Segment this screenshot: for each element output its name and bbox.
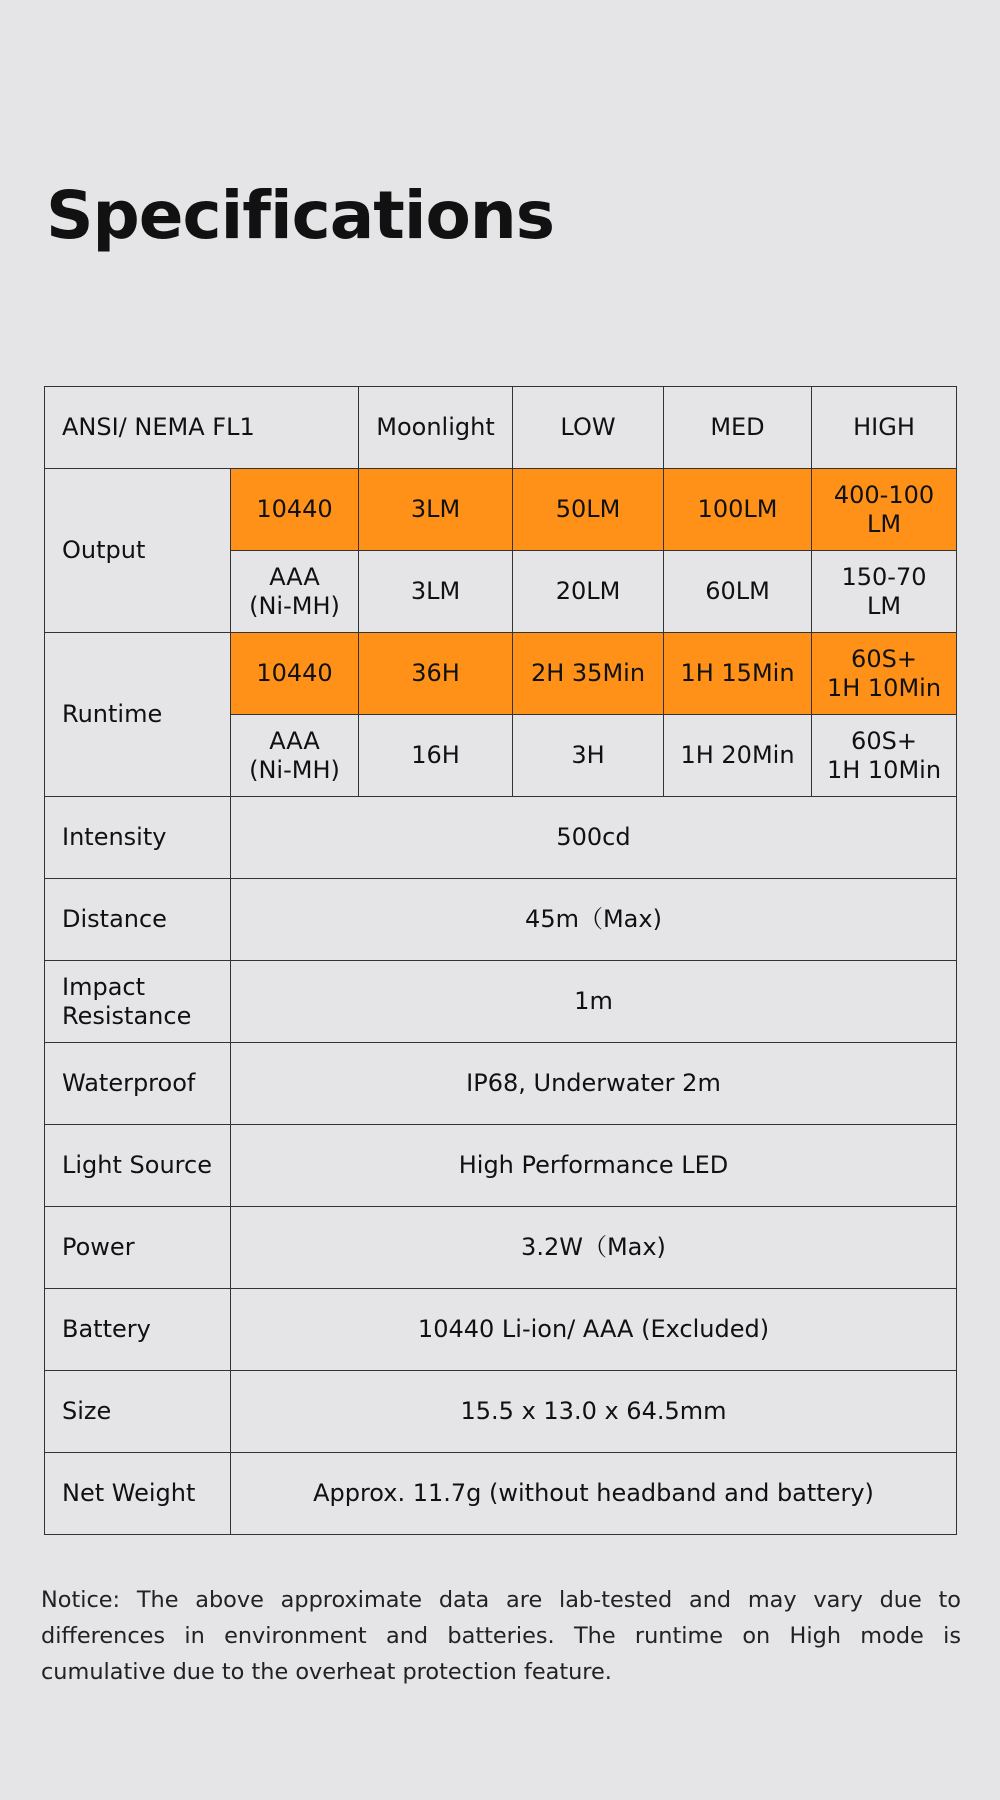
standard-label: ANSI/ NEMA FL1 bbox=[45, 387, 359, 469]
mode-header-med: MED bbox=[664, 387, 812, 469]
spec-row-impact-resistance bbox=[45, 961, 957, 1043]
output-label: Output bbox=[45, 469, 231, 633]
spec-label-light-source: Light Source bbox=[45, 1125, 231, 1207]
spec-label-size: Size bbox=[45, 1371, 231, 1453]
output-aaa-moonlight: 3LM bbox=[359, 551, 513, 633]
spec-value-waterproof: IP68, Underwater 2m bbox=[231, 1043, 957, 1125]
output-10440-high: 400-100 LM bbox=[812, 469, 957, 551]
output-10440-med: 100LM bbox=[664, 469, 812, 551]
spec-label-power: Power bbox=[45, 1207, 231, 1289]
mode-header-high: HIGH bbox=[812, 387, 957, 469]
spec-row-net-weight bbox=[45, 1453, 957, 1535]
spec-value-light-source: High Performance LED bbox=[231, 1125, 957, 1207]
notice-text: Notice: The above approximate data are lab-tested and may vary due to differences in environment and batteries. The runtime on High mode is cumulative due to the overheat protection feature. bbox=[41, 1587, 961, 1685]
spec-value-impact-resistance: 1m bbox=[231, 961, 957, 1043]
spec-value-net-weight: Approx. 11.7g (without headband and battery) bbox=[231, 1453, 957, 1535]
output-10440-low: 50LM bbox=[513, 469, 664, 551]
runtime-aaa-med: 1H 20Min bbox=[664, 715, 812, 797]
spec-label-intensity: Intensity bbox=[45, 797, 231, 879]
mode-header-low: LOW bbox=[513, 387, 664, 469]
table-header-row bbox=[45, 387, 957, 469]
spec-row-size bbox=[45, 1371, 957, 1453]
specifications-table bbox=[44, 386, 957, 1535]
runtime-label: Runtime bbox=[45, 633, 231, 797]
spec-row-battery bbox=[45, 1289, 957, 1371]
runtime-10440-low: 2H 35Min bbox=[513, 633, 664, 715]
runtime-aaa-low: 3H bbox=[513, 715, 664, 797]
spec-value-intensity: 500cd bbox=[231, 797, 957, 879]
spec-label-net-weight: Net Weight bbox=[45, 1453, 231, 1535]
runtime-battery-aaa: AAA (Ni-MH) bbox=[231, 715, 359, 797]
runtime-10440-high: 60S+ 1H 10Min bbox=[812, 633, 957, 715]
runtime-aaa-high: 60S+ 1H 10Min bbox=[812, 715, 957, 797]
output-row-10440 bbox=[45, 469, 957, 551]
output-aaa-low: 20LM bbox=[513, 551, 664, 633]
spec-label-waterproof: Waterproof bbox=[45, 1043, 231, 1125]
spec-value-power: 3.2W（Max) bbox=[231, 1207, 957, 1289]
spec-value-size: 15.5 x 13.0 x 64.5mm bbox=[231, 1371, 957, 1453]
runtime-10440-moonlight: 36H bbox=[359, 633, 513, 715]
output-battery-aaa: AAA (Ni-MH) bbox=[231, 551, 359, 633]
runtime-row-10440 bbox=[45, 633, 957, 715]
spec-value-distance: 45m（Max) bbox=[231, 879, 957, 961]
spec-row-distance bbox=[45, 879, 957, 961]
output-battery-10440: 10440 bbox=[231, 469, 359, 551]
runtime-battery-10440: 10440 bbox=[231, 633, 359, 715]
spec-label-battery: Battery bbox=[45, 1289, 231, 1371]
output-aaa-high: 150-70 LM bbox=[812, 551, 957, 633]
mode-header-moonlight: Moonlight bbox=[359, 387, 513, 469]
spec-row-power bbox=[45, 1207, 957, 1289]
runtime-aaa-moonlight: 16H bbox=[359, 715, 513, 797]
spec-label-distance: Distance bbox=[45, 879, 231, 961]
page-title: Specifications bbox=[46, 177, 555, 254]
spec-row-waterproof bbox=[45, 1043, 957, 1125]
spec-row-light-source bbox=[45, 1125, 957, 1207]
spec-label-impact-resistance: Impact Resistance bbox=[45, 961, 231, 1043]
output-aaa-med: 60LM bbox=[664, 551, 812, 633]
runtime-10440-med: 1H 15Min bbox=[664, 633, 812, 715]
spec-row-intensity bbox=[45, 797, 957, 879]
spec-value-battery: 10440 Li-ion/ AAA (Excluded) bbox=[231, 1289, 957, 1371]
output-10440-moonlight: 3LM bbox=[359, 469, 513, 551]
